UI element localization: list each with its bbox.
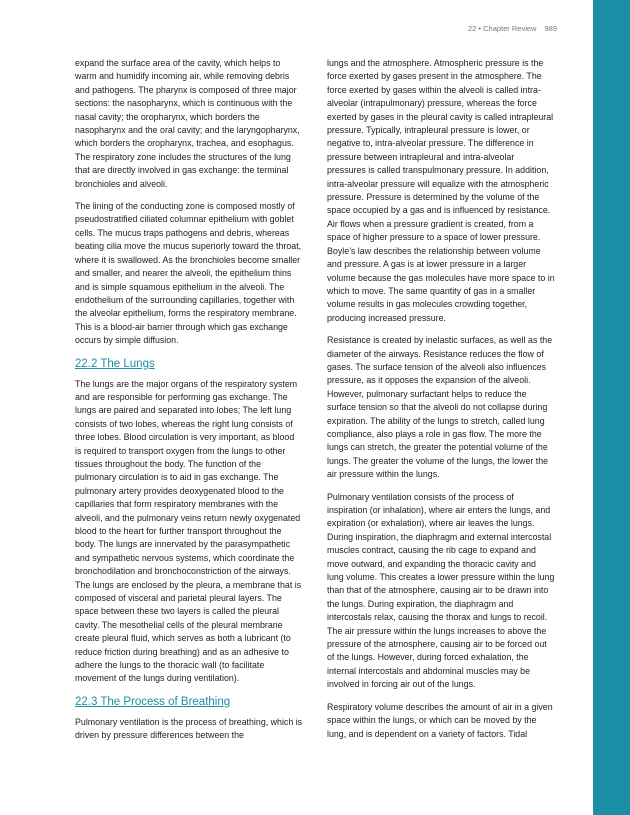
right-column — [327, 57, 555, 750]
chapter-color-band — [593, 0, 630, 815]
running-header — [468, 24, 557, 33]
section-heading-lungs-link[interactable]: 22.2 The Lungs — [75, 357, 155, 370]
paragraph: The lungs are the major organs of the respiratory system and are responsible for performing gas exchange. The lungs are paired and separated into lobes; The left lung consists of two lobes, whereas the right lung consists of three lobes. Blood circulation is very important, as blood is required to transport oxygen from the lungs to other tissues throughout the body. The function of the pulmonary circulation is to aid in gas exchange. The pulmonary artery provides deoxygenated blood to the capillaries that form respiratory membranes with the alveoli, and the pulmonary veins return newly oxygenated blood to the heart for further transport throughout the body. The lungs are innervated by the parasympathetic and sympathetic nervous systems, which coordinate the bronchodilation and bronchoconstriction of the airways. The lungs are enclosed by the pleura, a membrane that is composed of visceral and parietal pleural layers. The space between these two layers is called the pleural cavity. The mesothelial cells of the pleural membrane create pleural fluid, which serves as both a lubricant (to reduce friction during breathing) and as an adhesive to adhere the lungs to the thoracic wall (to facilitate movement of the lungs during ventilation). — [75, 378, 302, 684]
paragraph: Pulmonary ventilation consists of the process of inspiration (or inhalation), where air enters the lungs, and expiration (or exhalation), where air leaves the lungs. During inspiration, the diaphragm and external intercostal muscles contract, causing the rib cage to expand and move outward, and expanding the thoracic cavity and lung volume. This creates a lower pressure within the lung than that of the atmosphere, causing air to be drawn into the lungs. During expiration, the diaphragm and intercostals relax, causing the thorax and lungs to recoil. The air pressure within the lungs increases to above the pressure of the atmosphere, causing air to be forced out of the lungs. However, during forced exhalation, the internal intercostals and abdominal muscles may be involved in forcing air out of the lungs. — [327, 491, 555, 690]
section-heading-breathing-link[interactable]: 22.3 The Process of Breathing — [75, 695, 231, 708]
page-number: 989 — [544, 24, 557, 33]
paragraph: Respiratory volume describes the amount of air in a given space within the lungs, or which can be moved by the lung, and is dependent on a variety of factors. Tidal — [327, 701, 553, 739]
paragraph: Resistance is created by inelastic surfaces, as well as the diameter of the airways. Resistance reduces the flow of gases. The surface tension of the alveoli also influences pressure, as it opposes the expansion of the alveoli. However, pulmonary surfactant helps to reduce the surface tension so that the alveoli do not collapse during expiration. The ability of the lungs to stretch, called lung compliance, also plays a role in gas flow. The more the lungs can stretch, the greater the potential volume of the lungs. The greater the volume of the lungs, the lower the air pressure within the lungs. — [327, 335, 553, 480]
running-head-title: 22 • Chapter Review — [467, 24, 537, 33]
paragraph: lungs and the atmosphere. Atmospheric pressure is the force exerted by gases present in the atmosphere. The force exerted by gases within the alveoli is called intra-alveolar (intrapulmonary) pressure, whereas the force exerted by gases in the pleural cavity is called intrapleural pressure. Typically, intrapleural pressure is lower, or negative to, intra-alveolar pressure. The difference in pressure between intrapleural and intra-alveolar pressures is called transpulmonary pressure. In addition, intra-alveolar pressure will equalize with the atmospheric pressure. Pressure is determined by the volume of the space occupied by a gas and is influenced by resistance. Air flows when a pressure gradient is created, from a space of higher pressure to a space of lower pressure. Boyle’s law describes the relationship between volume and pressure. A gas is at lower pressure in a larger volume because the gas molecules have more space to in which to move. The same quantity of gas in a smaller volume results in gas molecules crowding together, producing increased pressure. — [327, 58, 555, 323]
paragraph: expand the surface area of the cavity, which helps to warm and humidify incoming air, while removing debris and pathogens. The pharynx is composed of three major sections: the nasopharynx, which is continuous with the nasal cavity; the oropharynx, which borders the nasopharynx and the oral cavity; and the laryngopharynx, which borders the oropharynx, trachea, and esophagus. The respiratory zone includes the structures of the lung that are directly involved in gas exchange: the terminal bronchioles and alveoli. — [75, 58, 300, 189]
left-column — [75, 57, 303, 752]
paragraph: The lining of the conducting zone is composed mostly of pseudostratified ciliated columnar epithelium with goblet cells. The mucus traps pathogens and debris, whereas beating cilia move the mucus superiorly toward the throat, where it is swallowed. As the bronchioles become smaller and smaller, and nearer the alveoli, the epithelium thins and is simple squamous epithelium in the alveoli. The endothelium of the surrounding capillaries, together with the alveolar epithelium, forms the respiratory membrane. This is a blood-air barrier through which gas exchange occurs by simple diffusion. — [75, 201, 302, 346]
paragraph: Pulmonary ventilation is the process of breathing, which is driven by pressure differences between the — [75, 716, 303, 741]
